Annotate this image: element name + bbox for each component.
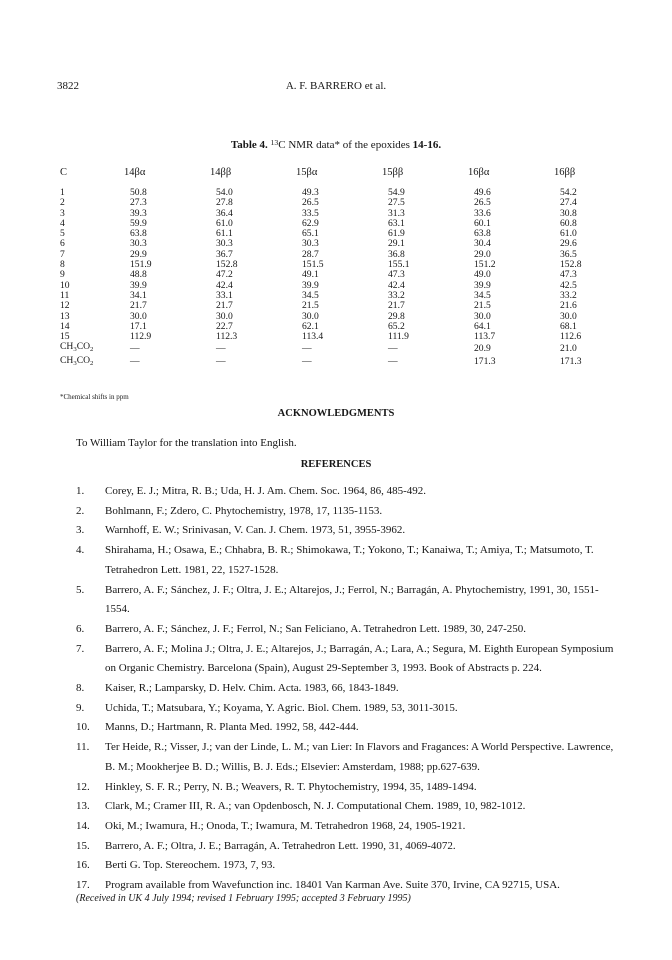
shift-value: 34.1: [130, 289, 147, 301]
shift-value: 151.2: [474, 259, 496, 271]
shift-value: 30.0: [474, 310, 491, 322]
column-header: 14ββ: [210, 166, 232, 178]
shift-value: 33.6: [474, 207, 491, 219]
reference-text: Warnhoff, E. W.; Srinivasan, V. Can. J. Chem. 1973, 51, 3955-3962.: [105, 524, 406, 537]
shift-value: 65.2: [388, 320, 405, 332]
shift-value: 62.1: [302, 320, 319, 332]
references-heading: REFERENCES: [300, 459, 372, 470]
shift-value: 33.2: [560, 289, 577, 301]
nmr-data-table: [60, 166, 620, 369]
shift-value: 17.1: [130, 320, 147, 332]
shift-value: 27.5: [388, 197, 405, 209]
reference-number: 15.: [76, 839, 90, 852]
column-header: 14βα: [124, 166, 146, 178]
carbon-label: 8: [60, 259, 65, 271]
shift-value: 29.1: [388, 238, 405, 250]
shift-value: 27.3: [130, 197, 147, 209]
reference-text: Corey, E. J.; Mitra, R. B.; Uda, H. J. Am. Chem. Soc. 1964, 86, 485-492.: [105, 485, 427, 497]
shift-value: 36.8: [388, 248, 405, 260]
shift-value: 27.4: [560, 197, 577, 209]
table-label: Table 4.: [230, 139, 268, 151]
isotope-mass: 13: [270, 138, 279, 147]
shift-value: 54.2: [560, 187, 577, 198]
shift-value: 171.3: [560, 356, 582, 368]
shift-value: 34.5: [474, 289, 491, 301]
shift-value: 33.1: [216, 289, 233, 301]
shift-value: 171.3: [474, 356, 496, 368]
shift-value: —: [388, 356, 398, 368]
carbon-label: 4: [60, 217, 65, 229]
shift-value: —: [130, 356, 140, 368]
shift-value: 39.9: [130, 279, 147, 291]
shift-value: 59.9: [130, 217, 147, 229]
table-row: [60, 332, 620, 342]
table-row: [60, 342, 620, 355]
reference-item: [76, 817, 616, 837]
shift-value: 54.9: [388, 187, 405, 198]
carbon-label: 2: [60, 197, 65, 209]
shift-value: 112.3: [216, 331, 238, 343]
shift-value: 36.5: [560, 248, 577, 260]
reference-number: 10.: [76, 721, 90, 734]
reference-number: 13.: [76, 800, 90, 813]
reference-item: [76, 837, 616, 857]
carbon-label: 1: [60, 187, 65, 198]
reference-number: 4.: [76, 544, 85, 557]
reference-item: [76, 541, 616, 580]
shift-value: 152.8: [216, 259, 238, 271]
shift-value: 30.0: [216, 310, 233, 322]
reference-text: Hinkley, S. F. R.; Perry, N. B.; Weavers, R. T. Phytochemistry, 1994, 35, 1489-1494.: [105, 780, 477, 793]
column-header: C: [60, 166, 68, 178]
carbon-label: 3: [60, 207, 65, 219]
shift-value: 21.0: [560, 342, 577, 354]
shift-value: 63.8: [130, 228, 147, 240]
shift-value: 30.0: [130, 310, 147, 322]
column-header: 15ββ: [382, 166, 404, 178]
shift-value: 33.2: [388, 289, 405, 301]
shift-value: 151.5: [302, 259, 324, 271]
shift-value: 21.5: [474, 300, 491, 312]
column-header: 16ββ: [554, 166, 576, 178]
reference-item: [76, 640, 616, 679]
reference-item: [76, 718, 616, 738]
reference-number: 17.: [76, 879, 90, 892]
shift-value: 68.1: [560, 320, 577, 332]
page-number: 3822: [57, 80, 79, 92]
shift-value: 21.7: [388, 300, 405, 312]
column-header: 16βα: [468, 166, 490, 178]
shift-value: 61.1: [216, 228, 233, 240]
shift-value: 63.1: [388, 217, 405, 229]
shift-value: 21.6: [560, 300, 577, 312]
shift-value: —: [302, 342, 312, 354]
shift-value: 113.7: [474, 331, 496, 343]
reference-number: 1.: [76, 485, 85, 497]
shift-value: —: [388, 342, 398, 354]
shift-value: —: [302, 356, 312, 368]
shift-value: 30.3: [302, 238, 319, 250]
carbon-label: $CH_3CO_2$: [60, 341, 94, 354]
shift-value: 47.2: [216, 269, 233, 281]
shift-value: 29.0: [474, 248, 491, 260]
shift-value: 39.3: [130, 207, 147, 219]
reference-item: [76, 482, 616, 502]
shift-value: 62.9: [302, 217, 319, 229]
shift-value: 30.3: [216, 238, 233, 250]
reference-item: [76, 778, 616, 798]
shift-value: 54.0: [216, 187, 233, 198]
carbon-label: 14: [60, 320, 70, 332]
shift-value: 27.8: [216, 197, 233, 209]
shift-value: 21.7: [216, 300, 233, 312]
reference-text: Ter Heide, R.; Visser, J.; van der Linde, L. M.; van Lier: In Flavors and Fragances: A World Perspective. Lawrence, B. M.; Mookherjee B. D.; Willis, B. J. Eds.; Elsevier: Amsterdam, 1988; pp.627-639.: [105, 741, 614, 773]
reference-number: 12.: [76, 780, 90, 793]
reference-text: Uchida, T.; Matsubara, Y.; Koyama, Y. Agric. Biol. Chem. 1989, 53, 3011-3015.: [105, 701, 458, 714]
shift-value: 112.9: [130, 331, 152, 343]
shift-value: 64.1: [474, 320, 491, 332]
shift-value: 65.1: [302, 228, 319, 240]
shift-value: 30.3: [130, 238, 147, 250]
shift-value: 30.0: [302, 310, 319, 322]
reference-text: Bohlmann, F.; Zdero, C. Phytochemistry, 1978, 17, 1135-1153.: [105, 504, 383, 517]
running-head: A. F. BARRERO et al.: [285, 80, 387, 92]
shift-value: —: [130, 342, 140, 354]
shift-value: 49.1: [302, 269, 319, 281]
reference-item: [76, 679, 616, 699]
reference-number: 2.: [76, 504, 85, 517]
shift-value: 49.3: [302, 187, 319, 198]
shift-value: 47.3: [388, 269, 405, 281]
shift-value: 26.5: [302, 197, 319, 209]
shift-value: 28.7: [302, 248, 319, 260]
shift-value: 63.8: [474, 228, 491, 240]
shift-value: 61.0: [560, 228, 577, 240]
reference-text: Oki, M.; Iwamura, H.; Onoda, T.; Iwamura, M. Tetrahedron 1968, 24, 1905-1921.: [105, 819, 466, 832]
carbon-label: 9: [60, 269, 65, 281]
reference-text: Barrero, A. F.; Sánchez, J. F.; Ferrol, N.; San Feliciano, A. Tetrahedron Lett. 1989, 30, 247-250.: [105, 622, 527, 635]
shift-value: 155.1: [388, 259, 410, 271]
shift-value: 33.5: [302, 207, 319, 219]
shift-value: 152.8: [560, 259, 582, 271]
shift-value: 151.9: [130, 259, 152, 271]
shift-value: 36.4: [216, 207, 233, 219]
reference-number: 16.: [76, 859, 90, 872]
column-header: 15βα: [296, 166, 318, 178]
table-compounds: 14-16.: [412, 139, 442, 151]
shift-value: 39.9: [302, 279, 319, 291]
table-body: [60, 188, 620, 369]
reference-number: 7.: [76, 642, 85, 655]
shift-value: —: [216, 356, 226, 368]
table-footnote: *Chemical shifts in ppm: [60, 393, 129, 401]
shift-value: 29.9: [130, 248, 147, 260]
table-row: [60, 356, 620, 369]
shift-value: 42.5: [560, 279, 577, 291]
reference-number: 3.: [76, 524, 85, 537]
shift-value: 30.4: [474, 238, 491, 250]
acknowledgments-heading: ACKNOWLEDGMENTS: [277, 408, 395, 419]
shift-value: 42.4: [216, 279, 233, 291]
shift-value: 21.5: [302, 300, 319, 312]
shift-value: 34.5: [302, 289, 319, 301]
references-list: [76, 482, 616, 896]
reference-text: Barrero, A. F.; Sánchez, J. F.; Oltra, J. E.; Altarejos, J.; Ferrol, N.; Barragán, A. Phytochemistry, 1991, 30, 1551-1554.: [105, 583, 599, 616]
shift-value: 48.8: [130, 269, 147, 281]
shift-value: 36.7: [216, 248, 233, 260]
table-header-row: [60, 166, 620, 188]
reference-item: [76, 699, 616, 719]
reference-number: 6.: [76, 622, 85, 635]
carbon-label: 15: [60, 331, 70, 343]
shift-value: 29.8: [388, 310, 405, 322]
shift-value: 22.7: [216, 320, 233, 332]
reference-item: [76, 581, 616, 620]
reference-number: 5.: [76, 583, 85, 596]
reference-text: Manns, D.; Hartmann, R. Planta Med. 1992, 58, 442-444.: [105, 721, 359, 734]
reference-item: [76, 502, 616, 522]
carbon-label: $CH_3CO_2$: [60, 354, 94, 367]
shift-value: —: [216, 342, 226, 354]
carbon-label: 10: [60, 279, 70, 291]
reference-text: Program available from Wavefunction inc. 18401 Van Karman Ave. Suite 370, Irvine, CA 92715, USA.: [105, 879, 560, 892]
reference-text: Barrero, A. F.; Molina J.; Oltra, J. E.; Altarejos, J.; Barragán, A.; Lara, A.; Segura, M. Eighth European Symposium on Organic Chemistry. Barcelona (Spain), August 29-September 3, 1993. Book of Abstracts p. 224.: [105, 642, 614, 675]
reference-text: Clark, M.; Cramer III, R. A.; van Opdenbosch, N. J. Computational Chem. 1989, 10, 982-1012.: [105, 800, 526, 813]
shift-value: 47.3: [560, 269, 577, 281]
shift-value: 29.6: [560, 238, 577, 250]
shift-value: 42.4: [388, 279, 405, 291]
carbon-label: 13: [60, 310, 70, 322]
shift-value: 50.8: [130, 187, 147, 198]
shift-value: 61.9: [388, 228, 405, 240]
reference-item: [76, 738, 616, 777]
reference-text: Kaiser, R.; Lamparsky, D. Helv. Chim. Acta. 1983, 66, 1843-1849.: [105, 682, 399, 695]
reference-text: Berti G. Top. Stereochem. 1973, 7, 93.: [105, 859, 276, 872]
shift-value: 49.6: [474, 187, 491, 198]
carbon-label: 12: [60, 300, 70, 312]
acknowledgments-text: To William Taylor for the translation into English.: [76, 437, 297, 449]
shift-value: 112.6: [560, 331, 582, 343]
reference-number: 9.: [76, 701, 85, 714]
reference-item: [76, 797, 616, 817]
shift-value: 60.1: [474, 217, 491, 229]
shift-value: 30.0: [560, 310, 577, 322]
reference-item: [76, 856, 616, 876]
table-title: [0, 138, 672, 151]
shift-value: 61.0: [216, 217, 233, 229]
shift-value: 113.4: [302, 331, 324, 343]
reference-number: 11.: [76, 741, 90, 754]
reference-item: [76, 620, 616, 640]
reference-number: 14.: [76, 819, 90, 832]
shift-value: 39.9: [474, 279, 491, 291]
carbon-label: 7: [60, 248, 65, 260]
received-dates: (Received in UK 4 July 1994; revised 1 February 1995; accepted 3 February 1995): [76, 893, 411, 904]
shift-value: 26.5: [474, 197, 491, 209]
shift-value: 60.8: [560, 217, 577, 229]
carbon-label: 6: [60, 238, 65, 250]
shift-value: 30.8: [560, 207, 577, 219]
reference-number: 8.: [76, 682, 85, 695]
shift-value: 31.3: [388, 207, 405, 219]
shift-value: 20.9: [474, 342, 491, 354]
table-caption: C NMR data* of the epoxides: [278, 139, 413, 151]
shift-value: 111.9: [388, 331, 409, 343]
carbon-label: 11: [60, 289, 70, 301]
reference-text: Barrero, A. F.; Oltra, J. E.; Barragán, A. Tetrahedron Lett. 1990, 31, 4069-4072.: [105, 839, 456, 852]
reference-text: Shirahama, H.; Osawa, E.; Chhabra, B. R.; Shimokawa, T.; Yokono, T.; Kanaiwa, T.; Amiya, T.; Matsumoto, T. Tetrahedron Lett. 1981, 22, 1527-1528.: [105, 544, 594, 576]
reference-item: [76, 521, 616, 541]
carbon-label: 5: [60, 228, 65, 240]
shift-value: 49.0: [474, 269, 491, 281]
shift-value: 21.7: [130, 300, 147, 312]
